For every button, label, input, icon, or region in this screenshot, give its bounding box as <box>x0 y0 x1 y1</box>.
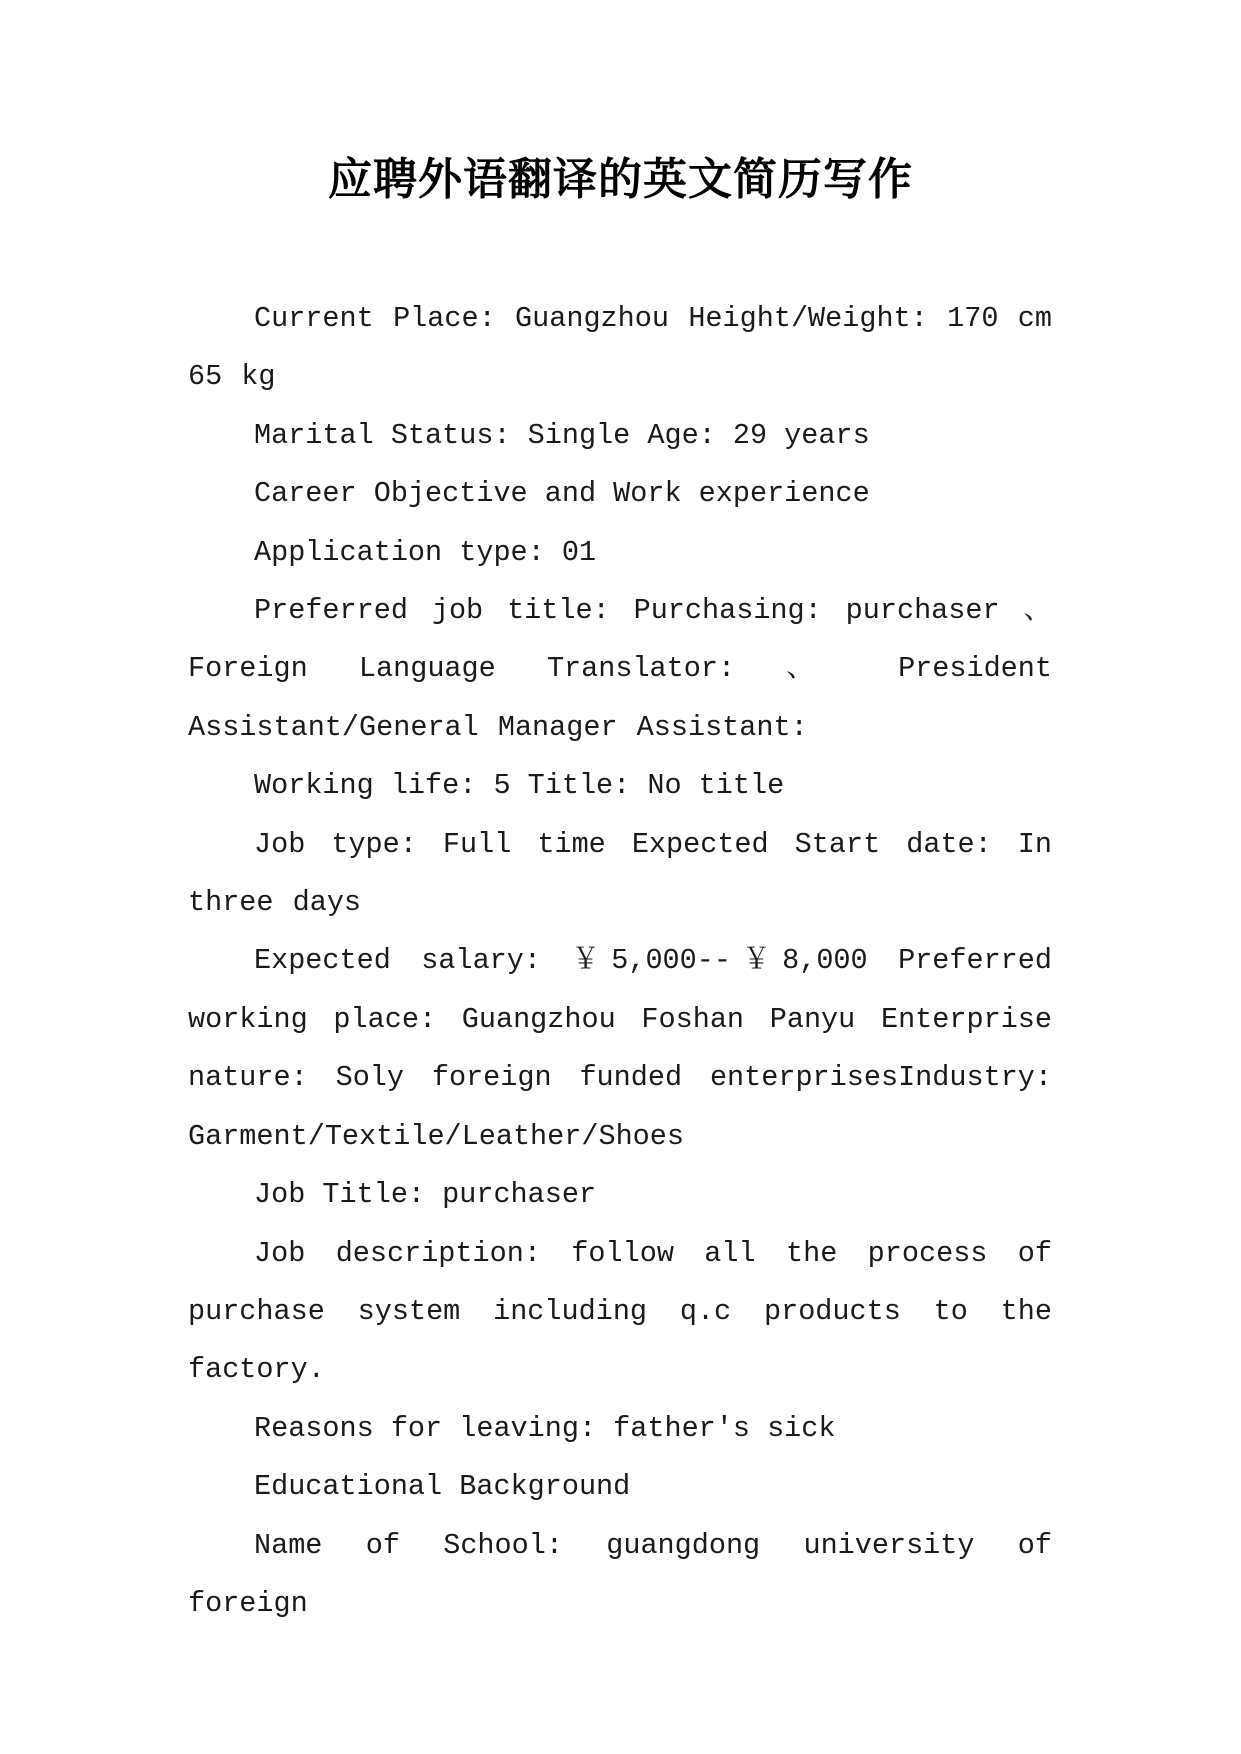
paragraph-job-title: Job Title: purchaser <box>254 1178 597 1212</box>
paragraph-section-career-objective: Career Objective and Work experience <box>254 477 870 511</box>
paragraph-job-description: Job description: follow all the process of purchase system including q.c products to the factory. <box>188 1236 1052 1387</box>
document-title: 应聘外语翻译的英文简历写作 <box>328 154 913 205</box>
document-body <box>188 290 1052 1633</box>
paragraph-reasons-for-leaving: Reasons for leaving: father's sick <box>254 1411 836 1445</box>
paragraph-job-type: Job type: Full time Expected Start date: In three days <box>188 827 1052 920</box>
paragraph-current-place: Current Place: Guangzhou Height/Weight: 170 cm 65 kg <box>188 302 1052 394</box>
paragraph-expected-salary: Expected salary: ￥5,000--￥8,000 Preferred working place: Guangzhou Foshan Panyu Enterprise nature: Soly foreign funded enterprisesIndustry: Garment/Textile/Leather/Shoes <box>188 944 1052 1153</box>
paragraph-preferred-job-title: Preferred job title: Purchasing: purchaser 、Foreign Language Translator: 、 President Assistant/General Manager Assistant: <box>188 594 1052 744</box>
paragraph-name-of-school: Name of School: guangdong university of foreign <box>188 1528 1052 1620</box>
paragraph-application-type: Application type: 01 <box>254 535 597 569</box>
paragraph-working-life: Working life: 5 Title: No title <box>254 769 785 803</box>
paragraph-marital-status: Marital Status: Single Age: 29 years <box>254 418 870 452</box>
paragraph-section-educational-background: Educational Background <box>254 1470 631 1504</box>
